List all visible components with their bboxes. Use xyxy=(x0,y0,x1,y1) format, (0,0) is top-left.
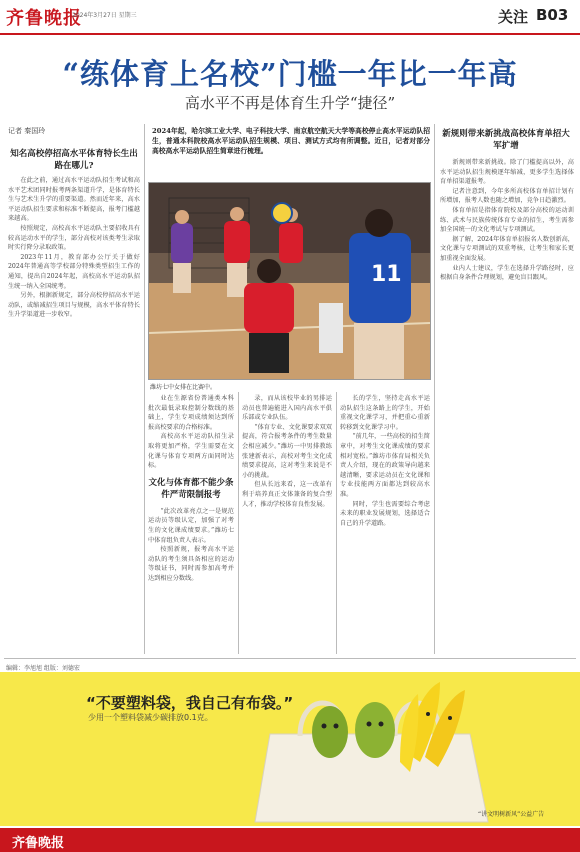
volleyball-photo-illustration xyxy=(149,183,430,379)
newspaper-logo: 齐鲁晚报 xyxy=(6,8,82,29)
ad-slogan: “不要塑料袋，我自己有布袋。” xyxy=(86,694,294,712)
bottom-bar xyxy=(0,828,580,852)
column-divider xyxy=(434,124,435,654)
bottom-logo: 齐鲁晚报 xyxy=(12,836,65,851)
paragraph: 按照规定，高校高水平运动队主要招收具有较高运动水平的学生，部分高校对该类考生录取时实行降分录取政策。 xyxy=(8,224,140,252)
paragraph: 体育单招是指体育院校及部分高校的运动训练、武术与民族传统体育专业的招生，考生需参加全国统一的文化考试与专项测试。 xyxy=(440,206,574,234)
column-divider xyxy=(336,392,337,654)
paragraph: 长的学生，坚持走高水平运动队招生这条路上的学生，开始重视文化课学习，并把重心重新转移到文化课学习中。 xyxy=(340,395,430,431)
middle-column-a xyxy=(148,394,234,654)
masthead xyxy=(0,0,580,36)
paragraph: “体育专业、文化课要求双双提高，符合报考条件的考生数量会相应减少。”潍坊一中男排教练张建新表示，高校对考生文化成绩要求提高，这对考生来说是不小的挑战。 xyxy=(242,423,332,479)
paragraph: 2023年11月，教育部办公厅关于做好2024年普通高等学校部分特殊类型招生工作的通知，提出自2024年起，高校高水平运动队招生统一纳入全国统考。 xyxy=(8,253,140,290)
paragraph: 据了解，2024年体育单招报名人数创新高，文化课与专项测试的双重考核，让考生和家长更加重视全面发展。 xyxy=(440,235,574,262)
footer-divider xyxy=(4,658,576,659)
reporter-byline: 记者 秦国玲 xyxy=(8,127,46,135)
left-column-title: 知名高校停招高水平体育特长生出路在哪儿? xyxy=(10,149,138,171)
paragraph: 在此之前，通过高水平运动队招生考试和高水平艺术团同时报考两条渠道升学，是体育特长生与艺术生升学的重要渠道。然而近年来，高水平运动队招生要求和标准不断提高，报考门槛越来越高。 xyxy=(8,177,140,223)
paragraph: “前几年，一些高校的招生简章中，对考生文化课成绩的要求相对宽松。”潍坊市体育局相关负责人介绍，现在的政策导向越来越清晰，要求运动员在文化课和专业技能两方面都达到较高水准。 xyxy=(340,433,430,498)
jersey-number: 11 xyxy=(371,262,402,287)
column-divider xyxy=(144,124,145,654)
paragraph: 按照新规，报考高水平运动队的考生须具备相应的运动等级证书，同时需参加高考并达到相应分数线。 xyxy=(148,546,234,582)
right-column-title: 新规则带来新挑战高校体育单招大军扩增 xyxy=(442,129,570,151)
headline: “练体育上名校”门槛一年比一年高 xyxy=(62,57,518,91)
paragraph: 另外，根据新规定，部分高校停招高水平运动队，或缩减招生项目与规模，高水平体育特长生升学渠道进一步收窄。 xyxy=(8,292,140,319)
middle-column-subtitle: 文化与体育都不能少条件严苛限制报考 xyxy=(148,477,234,500)
paragraph: “此次改革亮点之一是规范运动员等级认定，加强了对考生的文化课成绩要求。”潍坊七中体育组负责人表示。 xyxy=(148,507,234,544)
volleyball-photo xyxy=(148,182,431,380)
section-name: 关注 xyxy=(498,8,529,26)
subheadline: 高水平不再是体育生升学“捷径” xyxy=(184,94,396,112)
paragraph: 业内人士建议，学生在选择升学路径时，应根据自身条件合理规划，避免盲目跟风。 xyxy=(440,264,574,282)
paragraph: 新规则带来新挑战。除了门槛提高以外，高水平运动队招生规模逐年缩减，更多学生选择体育单招渠道报考。 xyxy=(440,159,574,186)
column-divider xyxy=(238,392,239,654)
ad-subtext: 少用一个塑料袋减少碳排放0.1克。 xyxy=(88,713,213,722)
paragraph: 记者注意到，今年多所高校体育单招计划有所增加，报考人数也随之增加，竞争日趋激烈。 xyxy=(440,187,574,205)
middle-column-c xyxy=(340,394,430,654)
paragraph: 同时，学生也需要综合考虑未来的职业发展规划，选择适合自己的升学道路。 xyxy=(340,500,430,527)
paragraph: 高校高水平运动队招生录取将更加严格，学生需要在文化课与体育专项两方面同时达标。 xyxy=(148,433,234,470)
issue-date: 2024年3月27日 星期三 xyxy=(72,12,137,19)
left-column-body xyxy=(8,176,140,654)
right-column-body xyxy=(440,158,574,654)
photo-caption: 潍坊七中女排在比赛中。 xyxy=(150,384,217,391)
page-number: B03 xyxy=(536,6,569,24)
paragraph: 业在生源省份普通类本科批次最低录取控制分数线的基础上，学生专项成绩须达到所报高校要求的合格标准。 xyxy=(148,395,234,431)
middle-column-b xyxy=(242,394,332,654)
ad-credit: “讲文明树新风”公益广告 xyxy=(478,811,545,818)
paragraph: 但从长远来看，这一改革有利于培养真正文体兼备的复合型人才，推动学校体育良性发展。 xyxy=(242,481,332,508)
masthead-divider xyxy=(0,33,580,35)
editor-credits: 编辑：李旭旭 组版：刘德宏 xyxy=(6,665,80,672)
paragraph: 录，而从该校毕业的男排运动员也普遍能进入国内高水平俱乐部或专业队伍。 xyxy=(242,395,332,422)
lead-paragraph: 2024年起，哈尔滨工业大学、电子科技大学、南京航空航天大学等高校停止高水平运动队招生，普通本科院校高水平运动队招生规模、项目、测试方式均有所调整。近日，记者对部分高校高水平运动队招生简章进行梳理。 xyxy=(152,127,430,155)
